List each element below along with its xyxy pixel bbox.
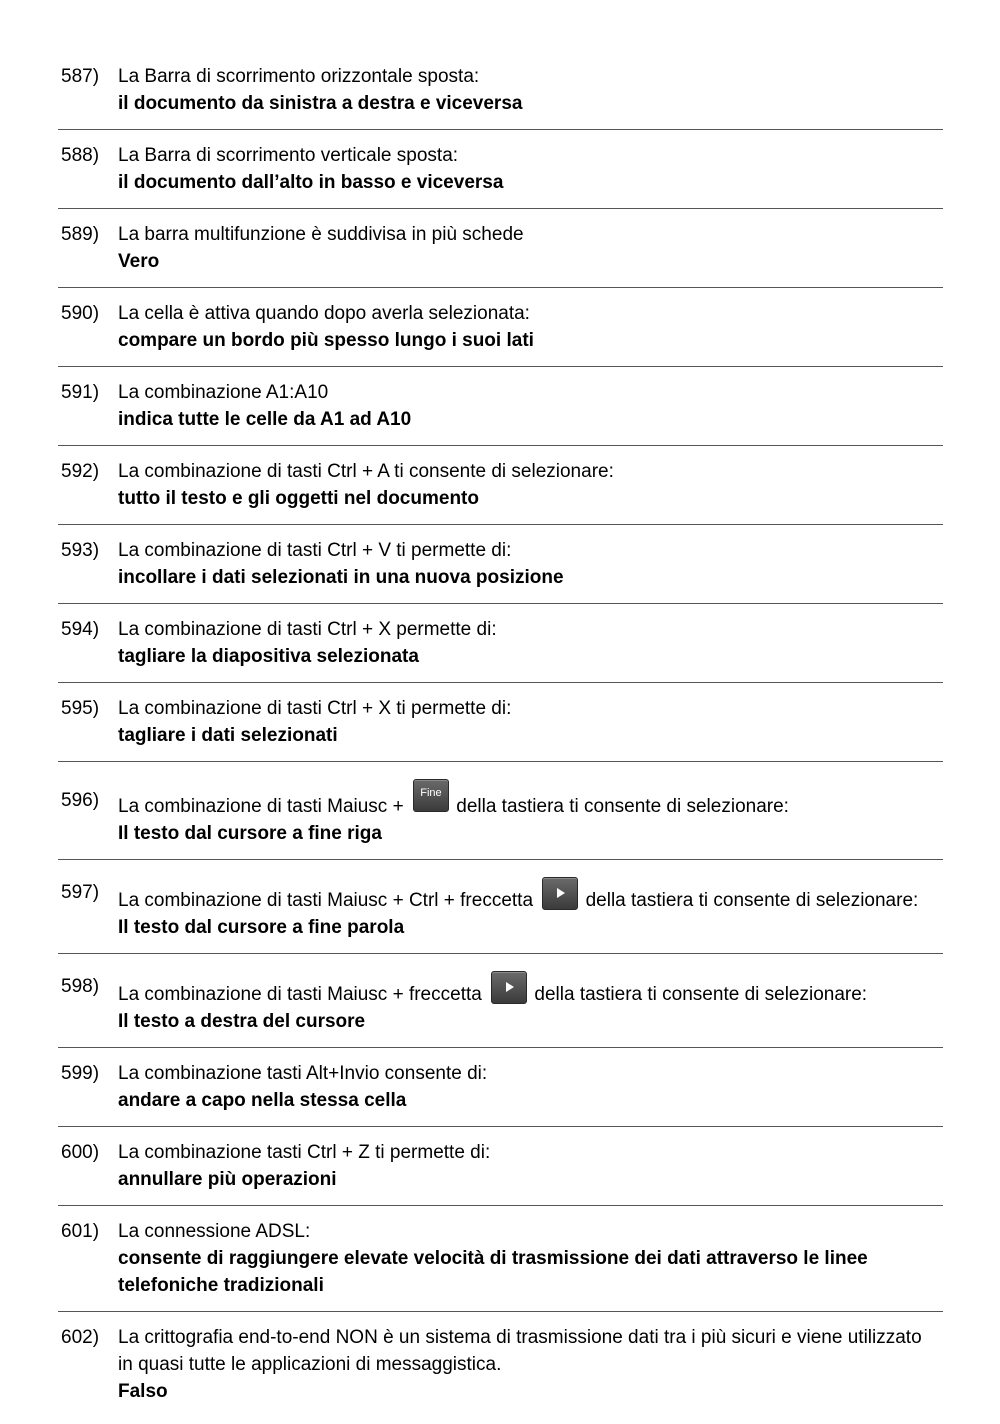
question-number: 588) [61,145,100,166]
question-item-589 [58,216,943,288]
question-number: 592) [61,461,100,482]
question-text [118,779,923,820]
question-item-591 [58,374,943,446]
question-number: 600) [61,1142,100,1163]
question-item-588 [58,137,943,209]
question-number: 595) [61,698,100,719]
question-content [118,695,943,749]
question-text-before: La combinazione di tasti Maiusc + [118,796,404,817]
question-text: La crittografia end-to-end NON è un sistema di trasmissione dati tra i più sicuri e viene utilizzato in quasi tutte le applicazioni di messaggistica. [118,1327,922,1375]
question-number: 594) [61,619,100,640]
question-number: 602) [61,1327,100,1348]
answer-text: tutto il testo e gli oggetti nel documento [118,488,479,509]
question-number: 598) [61,976,100,997]
question-number: 599) [61,1063,100,1084]
answer-text: andare a capo nella stessa cella [118,1090,407,1111]
question-text-after: della tastiera ti consente di selezionare: [534,984,868,1005]
question-item-595 [58,690,943,762]
question-content [118,63,943,117]
question-number: 601) [61,1221,100,1242]
question-item-596 [58,769,943,860]
question-content [118,537,943,591]
right-arrow-key-icon [491,971,527,1004]
question-item-587 [58,58,943,130]
fine-key-icon [413,779,449,812]
question-text: La combinazione A1:A10 [118,382,329,403]
question-text: La Barra di scorrimento orizzontale sposta: [118,66,480,87]
question-text: La combinazione di tasti Ctrl + A ti consente di selezionare: [118,461,614,482]
question-content [118,877,943,941]
question-content [118,1060,943,1114]
answer-text: annullare più operazioni [118,1169,337,1190]
question-number: 593) [61,540,100,561]
question-content [118,971,943,1035]
fine-key-label: Fine [420,787,442,799]
answer-text: Il testo dal cursore a fine parola [118,917,405,938]
answer-text: Il testo dal cursore a fine riga [118,823,382,844]
answer-text: il documento da sinistra a destra e viceversa [118,93,523,114]
answer-text: il documento dall’alto in basso e viceversa [118,172,504,193]
answer-text: indica tutte le celle da A1 ad A10 [118,409,412,430]
answer-text: consente di raggiungere elevate velocità di trasmissione dei dati attraverso le linee telefoniche tradizionali [118,1248,868,1296]
question-content [118,300,943,354]
question-content [118,1139,943,1193]
question-text [118,971,923,1008]
question-content [118,616,943,670]
question-text: La barra multifunzione è suddivisa in più schede [118,224,524,245]
answer-text: tagliare la diapositiva selezionata [118,646,419,667]
question-content [118,1218,943,1299]
question-number: 587) [61,66,100,87]
question-content [118,142,943,196]
question-text: La combinazione di tasti Ctrl + X ti permette di: [118,698,512,719]
question-item-597 [58,867,943,954]
answer-text: compare un bordo più spesso lungo i suoi lati [118,330,534,351]
question-item-601 [58,1213,943,1312]
question-text-before: La combinazione di tasti Maiusc + Ctrl + freccetta [118,890,534,911]
answer-text: Il testo a destra del cursore [118,1011,366,1032]
question-item-602 [58,1319,943,1417]
question-content [118,458,943,512]
question-text: La combinazione di tasti Ctrl + V ti permette di: [118,540,512,561]
question-number: 589) [61,224,100,245]
question-number: 590) [61,303,100,324]
question-item-593 [58,532,943,604]
question-text-after: della tastiera ti consente di selezionare: [585,890,919,911]
answer-text: tagliare i dati selezionati [118,725,338,746]
answer-text: Falso [118,1381,168,1402]
right-arrow-key-icon [542,877,578,910]
arrow-shape [506,982,514,992]
question-text: La Barra di scorrimento verticale sposta: [118,145,459,166]
question-content [118,379,943,433]
question-item-599 [58,1055,943,1127]
question-text: La cella è attiva quando dopo averla selezionata: [118,303,530,324]
question-number: 596) [61,790,100,811]
question-item-590 [58,295,943,367]
question-text: La connessione ADSL: [118,1221,311,1242]
question-text: La combinazione di tasti Ctrl + X permette di: [118,619,497,640]
answer-text: Vero [118,251,160,272]
question-list [58,58,943,1424]
question-text-before: La combinazione di tasti Maiusc + freccetta [118,984,482,1005]
answer-text: incollare i dati selezionati in una nuova posizione [118,567,564,588]
question-text [118,877,923,914]
question-number: 597) [61,882,100,903]
arrow-shape [557,888,565,898]
question-item-598 [58,961,943,1048]
question-item-600 [58,1134,943,1206]
question-text: La combinazione tasti Alt+Invio consente di: [118,1063,488,1084]
question-item-594 [58,611,943,683]
question-number: 591) [61,382,100,403]
question-content [118,1324,943,1405]
question-content [118,221,943,275]
question-content [118,779,943,847]
question-item-592 [58,453,943,525]
question-text: La combinazione tasti Ctrl + Z ti permette di: [118,1142,491,1163]
question-text-after: della tastiera ti consente di selezionare: [456,796,789,817]
